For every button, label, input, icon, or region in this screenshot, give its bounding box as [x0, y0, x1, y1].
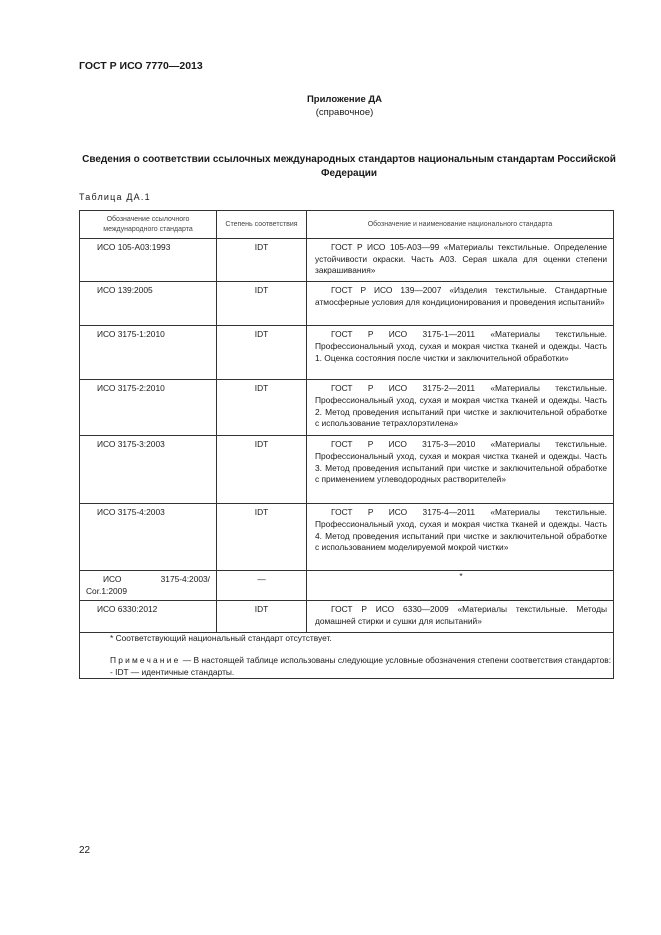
page-number: 22 [79, 845, 91, 856]
appendix-title: Приложение ДА [306, 94, 383, 105]
intl-standard-cell: ИСО 3175-1:2010 [97, 329, 165, 340]
table-header-row [80, 211, 614, 239]
national-standard-cell: ГОСТ Р ИСО 139—2007 «Изделия текстильные. Стандартные атмосферные условия для кондиционирования и проведения испытаний» [315, 285, 607, 307]
degree-cell: IDT [254, 604, 269, 615]
table-row [80, 326, 614, 380]
column-header-degree: Степень соответствия [217, 211, 307, 239]
degree-cell: IDT [254, 507, 269, 518]
intl-standard-cell: ИСО 6330:2012 [97, 604, 158, 615]
table-note [80, 655, 613, 667]
table-footer-row [80, 633, 614, 679]
note-item: - IDT — идентичные стандарты. [110, 666, 235, 677]
intl-standard-cell: ИСО 105-А03:1993 [97, 242, 171, 252]
national-standard-cell: ГОСТ Р ИСО 3175-1—2011 «Материалы текстильные. Профессиональный уход, сухая и мокрая чистка тканей и одежды. Часть 1. Оценка состояния после чистки и заключительной обработки» [315, 329, 607, 363]
table-row [80, 504, 614, 571]
intl-standard-cell: ИСО 3175-3:2003 [97, 439, 165, 450]
table-row [80, 601, 614, 633]
column-header-intl: Обозначение ссылочного международного стандарта [80, 211, 217, 239]
intl-standard-cell: ИСО 3175-4:2003 [97, 507, 165, 518]
note-label: Примечание [110, 654, 181, 665]
degree-cell: IDT [254, 439, 269, 450]
degree-cell: IDT [254, 285, 269, 296]
table-row [80, 239, 614, 282]
national-standard-cell: * [459, 571, 463, 582]
national-standard-cell: ГОСТ Р ИСО 6330—2009 «Материалы текстильные. Методы домашней стирки и сушки для испытаний» [315, 604, 607, 626]
intl-standard-cell: ИСО 139:2005 [97, 285, 153, 296]
table-label: Таблица ДА.1 [79, 192, 151, 202]
national-standard-cell: ГОСТ Р ИСО 105-А03—99 «Материалы текстильные. Определение устойчивости окраски. Часть А03. Серая шкала для оценки степени закрашивания» [315, 242, 607, 276]
national-standard-cell: ГОСТ Р ИСО 3175-2—2011 «Материалы текстильные. Профессиональный уход, сухая и мокрая чистка тканей и одежды. Часть 2. Метод проведения испытаний при чистке и заключительной обработке с использование тетрахлорэтилена» [315, 383, 607, 429]
table-row [80, 571, 614, 601]
correspondence-table [79, 210, 614, 679]
degree-cell: IDT [254, 242, 269, 252]
note-text: — В настоящей таблице использованы следующие условные обозначения степени соответствия стандартов: [180, 654, 612, 665]
appendix-heading [0, 93, 661, 119]
intl-standard-cell: ИСО 3175-2:2010 [97, 383, 165, 394]
table-row [80, 436, 614, 504]
table-row [80, 380, 614, 436]
column-header-national: Обозначение и наименование национального стандарта [307, 211, 614, 239]
section-title: Сведения о соответствии ссылочных международных стандартов национальным стандартам Российской Федерации [82, 154, 616, 179]
degree-cell: — [257, 574, 266, 585]
intl-standard-cell: ИСО 3175-4:2003/ Cor.1:2009 [86, 574, 210, 596]
table-row [80, 282, 614, 326]
degree-cell: IDT [254, 383, 269, 394]
document-code-header: ГОСТ Р ИСО 7770—2013 [79, 60, 203, 72]
appendix-subtitle: (справочное) [315, 107, 374, 118]
table-footnote: * Соответствующий национальный стандарт отсутствует. [110, 633, 332, 644]
degree-cell: IDT [254, 329, 269, 340]
national-standard-cell: ГОСТ Р ИСО 3175-3—2010 «Материалы текстильные. Профессиональный уход, сухая и мокрая чистка тканей и одежды. Часть 3. Метод проведения испытаний при чистке и заключительной обработке с применением углеводородных растворителей» [315, 439, 607, 485]
national-standard-cell: ГОСТ Р ИСО 3175-4—2011 «Материалы текстильные. Профессиональный уход, сухая и мокрая чистка тканей и одежды. Часть 4. Метод проведения испытаний при чистке и заключительной обработке с использованием моделируемой мокрой чистки» [315, 507, 607, 553]
